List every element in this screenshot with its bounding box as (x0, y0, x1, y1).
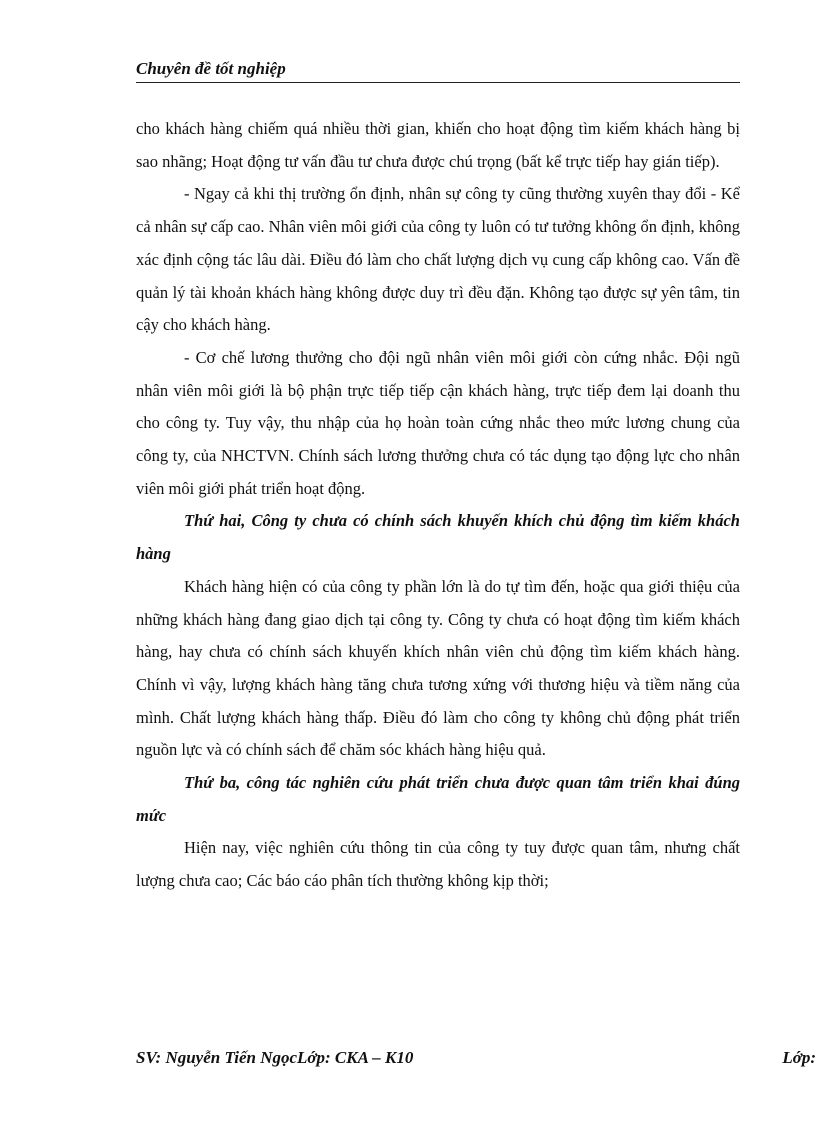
paragraph-research: Hiện nay, việc nghiên cứu thông tin của công ty tuy được quan tâm, nhưng chất lượng chưa cao; Các báo cáo phân tích thường không kịp thời; (136, 838, 740, 891)
page-footer (136, 1046, 816, 1070)
footer-class-label: Lớp: (782, 1048, 816, 1067)
paragraph-customers: Khách hàng hiện có của công ty phần lớn là do tự tìm đến, hoặc qua giới thiệu của những khách hàng đang giao dịch tại công ty. Công ty chưa có hoạt động tìm kiếm khách hàng, hay chưa có chính sách khuyến khích nhân viên chủ động tìm kiếm khách hàng. Chính vì vậy, lượng khách hàng tăng chưa tương xứng với thương hiệu và tiềm năng của mình. Chất lượng khách hàng thấp. Điều đó làm cho công ty không chủ động phát triển nguồn lực và có chính sách để chăm sóc khách hàng hiệu quả. (136, 576, 740, 760)
page-header (136, 56, 740, 83)
paragraph-salary-policy: - Cơ chế lương thưởng cho đội ngũ nhân viên môi giới còn cứng nhắc. Đội ngũ nhân viên môi giới là bộ phận trực tiếp tiếp cận khách hàng, trực tiếp đem lại doanh thu cho công ty. Tuy vậy, thu nhập của họ hoàn toàn cứng nhắc theo mức lương chung của công ty, của NHCTVN. Chính sách lương thưởng chưa có tác dụng tạo động lực cho nhân viên môi giới phát triển hoạt động. (136, 347, 740, 498)
section-heading-second: Thứ hai, Công ty chưa có chính sách khuyến khích chủ động tìm kiếm khách hàng (136, 511, 740, 564)
footer-student-info: SV: Nguyễn Tiến NgọcLớp: CKA – K10 (136, 1048, 414, 1067)
header-title: Chuyên đề tốt nghiệp (136, 59, 286, 78)
paragraph-staff-turnover: - Ngay cả khi thị trường ổn định, nhân sự công ty cũng thường xuyên thay đổi - Kể cả nhân sự cấp cao. Nhân viên môi giới của công ty luôn có tư tưởng không ổn định, không xác định cộng tác lâu dài. Điều đó làm cho chất lượng dịch vụ cung cấp không cao. Vấn đề quản lý tài khoản khách hàng không được duy trì đều đặn. Không tạo được sự yên tâm, tin cậy cho khách hàng. (136, 184, 740, 335)
document-body (136, 113, 740, 898)
paragraph-continuation: cho khách hàng chiếm quá nhiều thời gian, khiến cho hoạt động tìm kiếm khách hàng bị sao nhãng; Hoạt động tư vấn đầu tư chưa được chú trọng (bất kể trực tiếp hay gián tiếp). (136, 119, 740, 171)
section-heading-third: Thứ ba, công tác nghiên cứu phát triển chưa được quan tâm triển khai đúng mức (136, 773, 740, 825)
